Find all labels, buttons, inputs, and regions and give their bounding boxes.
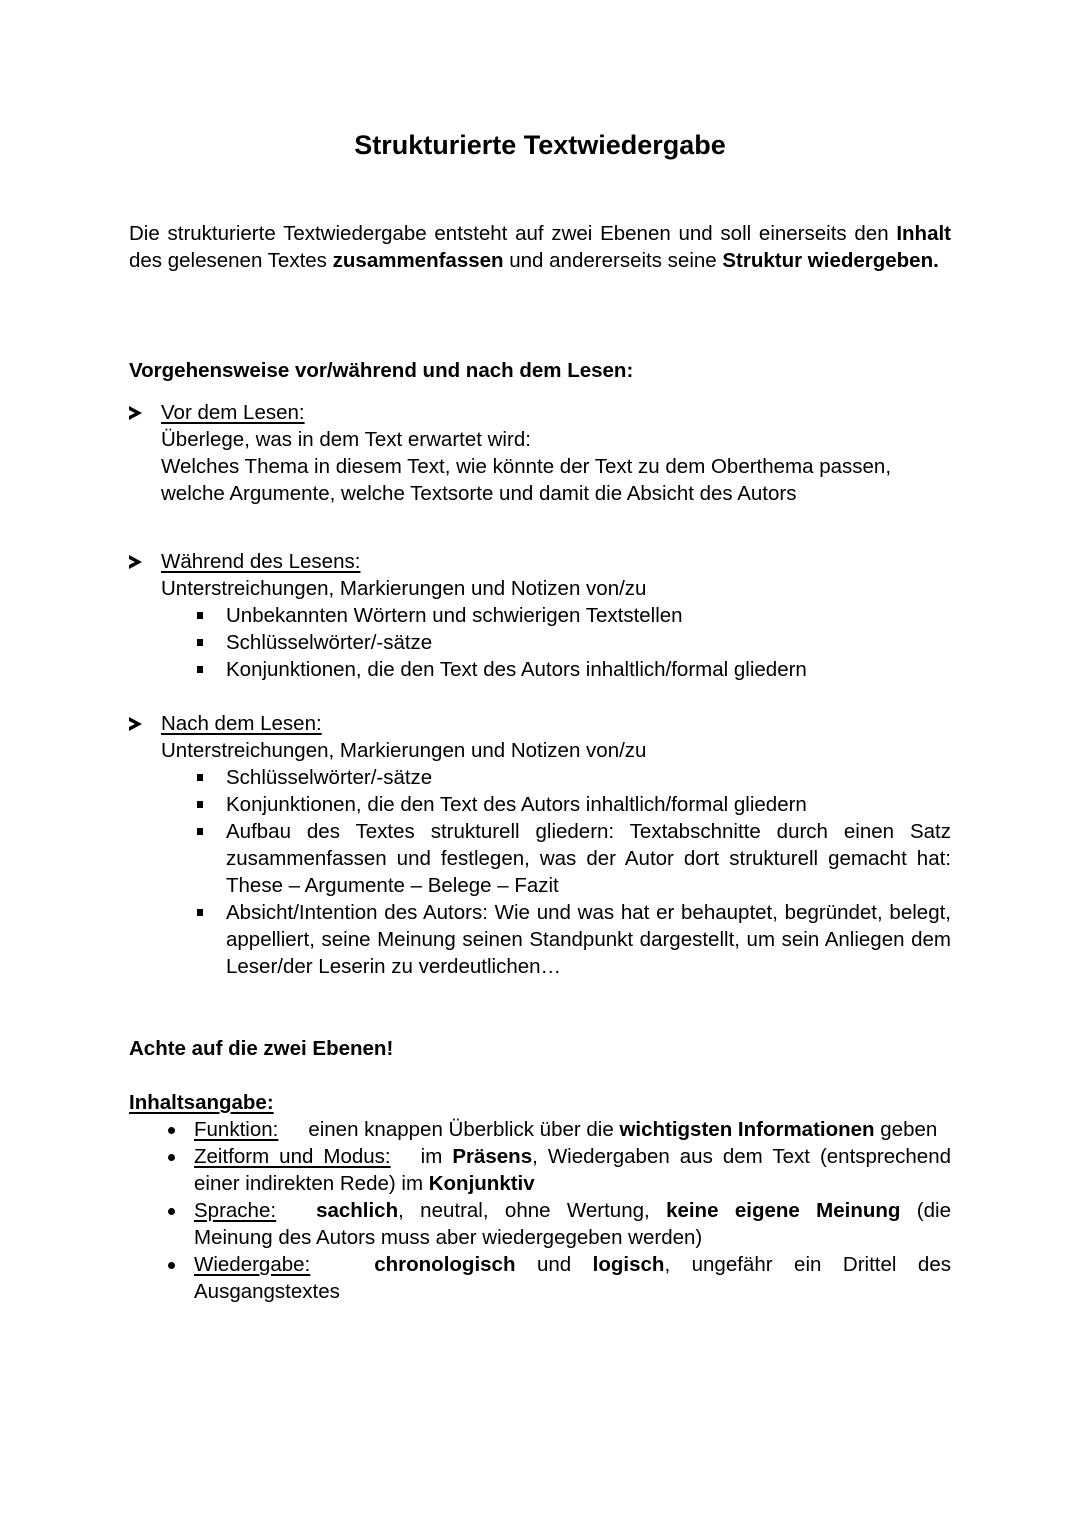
summary-item-bold: Präsens [452, 1145, 533, 1168]
summary-item-text: , Wiedergaben aus dem Text (entsprechend einer indirekten Rede) im [194, 1145, 952, 1195]
summary-item-label: Wiedergabe: [194, 1253, 311, 1276]
square-bullet-icon [197, 828, 203, 835]
summary-item-bold: sachlich [316, 1199, 399, 1222]
intro-bold-zusammenfassen: zusammenfassen [332, 249, 504, 272]
summary-item-label: Funktion: [194, 1118, 279, 1141]
intro-text: des gelesenen Textes [129, 249, 333, 272]
list-item-text: Konjunktionen, die den Text des Autors inhaltlich/formal gliedern [226, 658, 807, 681]
summary-item-text: , neutral, ohne Wertung, [398, 1199, 667, 1222]
round-bullet-icon [168, 1208, 175, 1215]
section-line: Unterstreichungen, Markierungen und Notizen von/zu [161, 739, 647, 762]
square-bullet-icon [197, 666, 203, 673]
summary-item-text: (die Meinung des Autors muss aber wiedergegeben werden) [194, 1199, 951, 1249]
section-line: Welches Thema in diesem Text, wie könnte der Text zu dem Oberthema passen, welche Argumente, welche Textsorte und damit die Absicht des Autors [161, 455, 892, 505]
section-heading: Vor dem Lesen: [161, 401, 305, 424]
square-bullet-icon [197, 774, 203, 781]
list-item-text: Schlüsselwörter/-sätze [226, 631, 433, 654]
summary-item-bold: wichtigsten Informationen [619, 1118, 875, 1141]
summary-item-bold: keine eigene Meinung [666, 1199, 901, 1222]
summary-item-text: im [420, 1145, 453, 1168]
page-title: Strukturierte Textwiedergabe [354, 130, 726, 160]
section-line: Überlege, was in dem Text erwartet wird: [161, 428, 531, 451]
summary-section [129, 1089, 951, 1305]
section-heading: Nach dem Lesen: [161, 712, 322, 735]
summary-item-sprache [129, 1197, 951, 1251]
summary-item-text: einen knappen Überblick über die [308, 1118, 620, 1141]
list-item [129, 764, 951, 791]
arrow-bullet-icon [129, 717, 142, 731]
summary-item-text: und [515, 1253, 593, 1276]
summary-heading: Inhaltsangabe: [129, 1091, 274, 1114]
summary-item-label: Zeitform und Modus: [194, 1145, 391, 1168]
square-bullet-icon [197, 909, 203, 916]
square-bullet-icon [197, 801, 203, 808]
list-item [129, 899, 951, 980]
list-item-text: Aufbau des Textes strukturell gliedern: Textabschnitte durch einen Satz zusammenfassen und festlegen, was der Autor dort strukturell gemacht hat: These – Argumente – Belege – Fazit [226, 820, 951, 897]
summary-item-funktion [129, 1116, 951, 1143]
list-item-text: Absicht/Intention des Autors: Wie und was hat er behauptet, begründet, belegt, appelliert, seine Meinung seinen Standpunkt dargestellt, um sein Anliegen dem Leser/der Leserin zu verdeutlichen… [226, 901, 951, 978]
section-vor-dem-lesen [129, 399, 951, 507]
arrow-bullet-icon [129, 555, 142, 569]
round-bullet-icon [168, 1154, 175, 1161]
summary-item-zeitform [129, 1143, 951, 1197]
intro-bold-struktur: Struktur wiedergeben. [722, 249, 939, 272]
summary-item-label: Sprache: [194, 1199, 277, 1222]
section-nach-dem-lesen [129, 710, 951, 980]
arrow-bullet-icon [129, 406, 142, 420]
list-item [129, 602, 951, 629]
procedure-heading: Vorgehensweise vor/während und nach dem Lesen: [129, 359, 634, 382]
list-item-text: Konjunktionen, die den Text des Autors inhaltlich/formal gliedern [226, 793, 807, 816]
section-heading: Während des Lesens: [161, 550, 361, 573]
intro-text: und andererseits seine [503, 249, 723, 272]
intro-bold-inhalt: Inhalt [896, 222, 951, 245]
square-bullet-icon [197, 639, 203, 646]
intro-text: Die strukturierte Textwiedergabe entsteht auf zwei Ebenen und soll einerseits den [129, 222, 897, 245]
list-item [129, 629, 951, 656]
summary-item-text: , ungefähr ein Drittel des Ausgangstextes [194, 1253, 951, 1303]
intro-paragraph [129, 220, 951, 274]
list-item [129, 818, 951, 899]
section-waehrend-des-lesens [129, 548, 951, 683]
list-item-text: Unbekannten Wörtern und schwierigen Textstellen [226, 604, 683, 627]
summary-item-wiedergabe [129, 1251, 951, 1305]
list-item [129, 656, 951, 683]
section-line: Unterstreichungen, Markierungen und Notizen von/zu [161, 577, 647, 600]
round-bullet-icon [168, 1262, 175, 1269]
summary-item-bold: Konjunktiv [428, 1172, 535, 1195]
list-item-text: Schlüsselwörter/-sätze [226, 766, 433, 789]
square-bullet-icon [197, 612, 203, 619]
summary-item-bold: chronologisch [374, 1253, 516, 1276]
summary-item-bold: logisch [592, 1253, 665, 1276]
levels-heading: Achte auf die zwei Ebenen! [129, 1037, 394, 1060]
summary-item-text: geben [874, 1118, 938, 1141]
list-item [129, 791, 951, 818]
round-bullet-icon [168, 1127, 175, 1134]
